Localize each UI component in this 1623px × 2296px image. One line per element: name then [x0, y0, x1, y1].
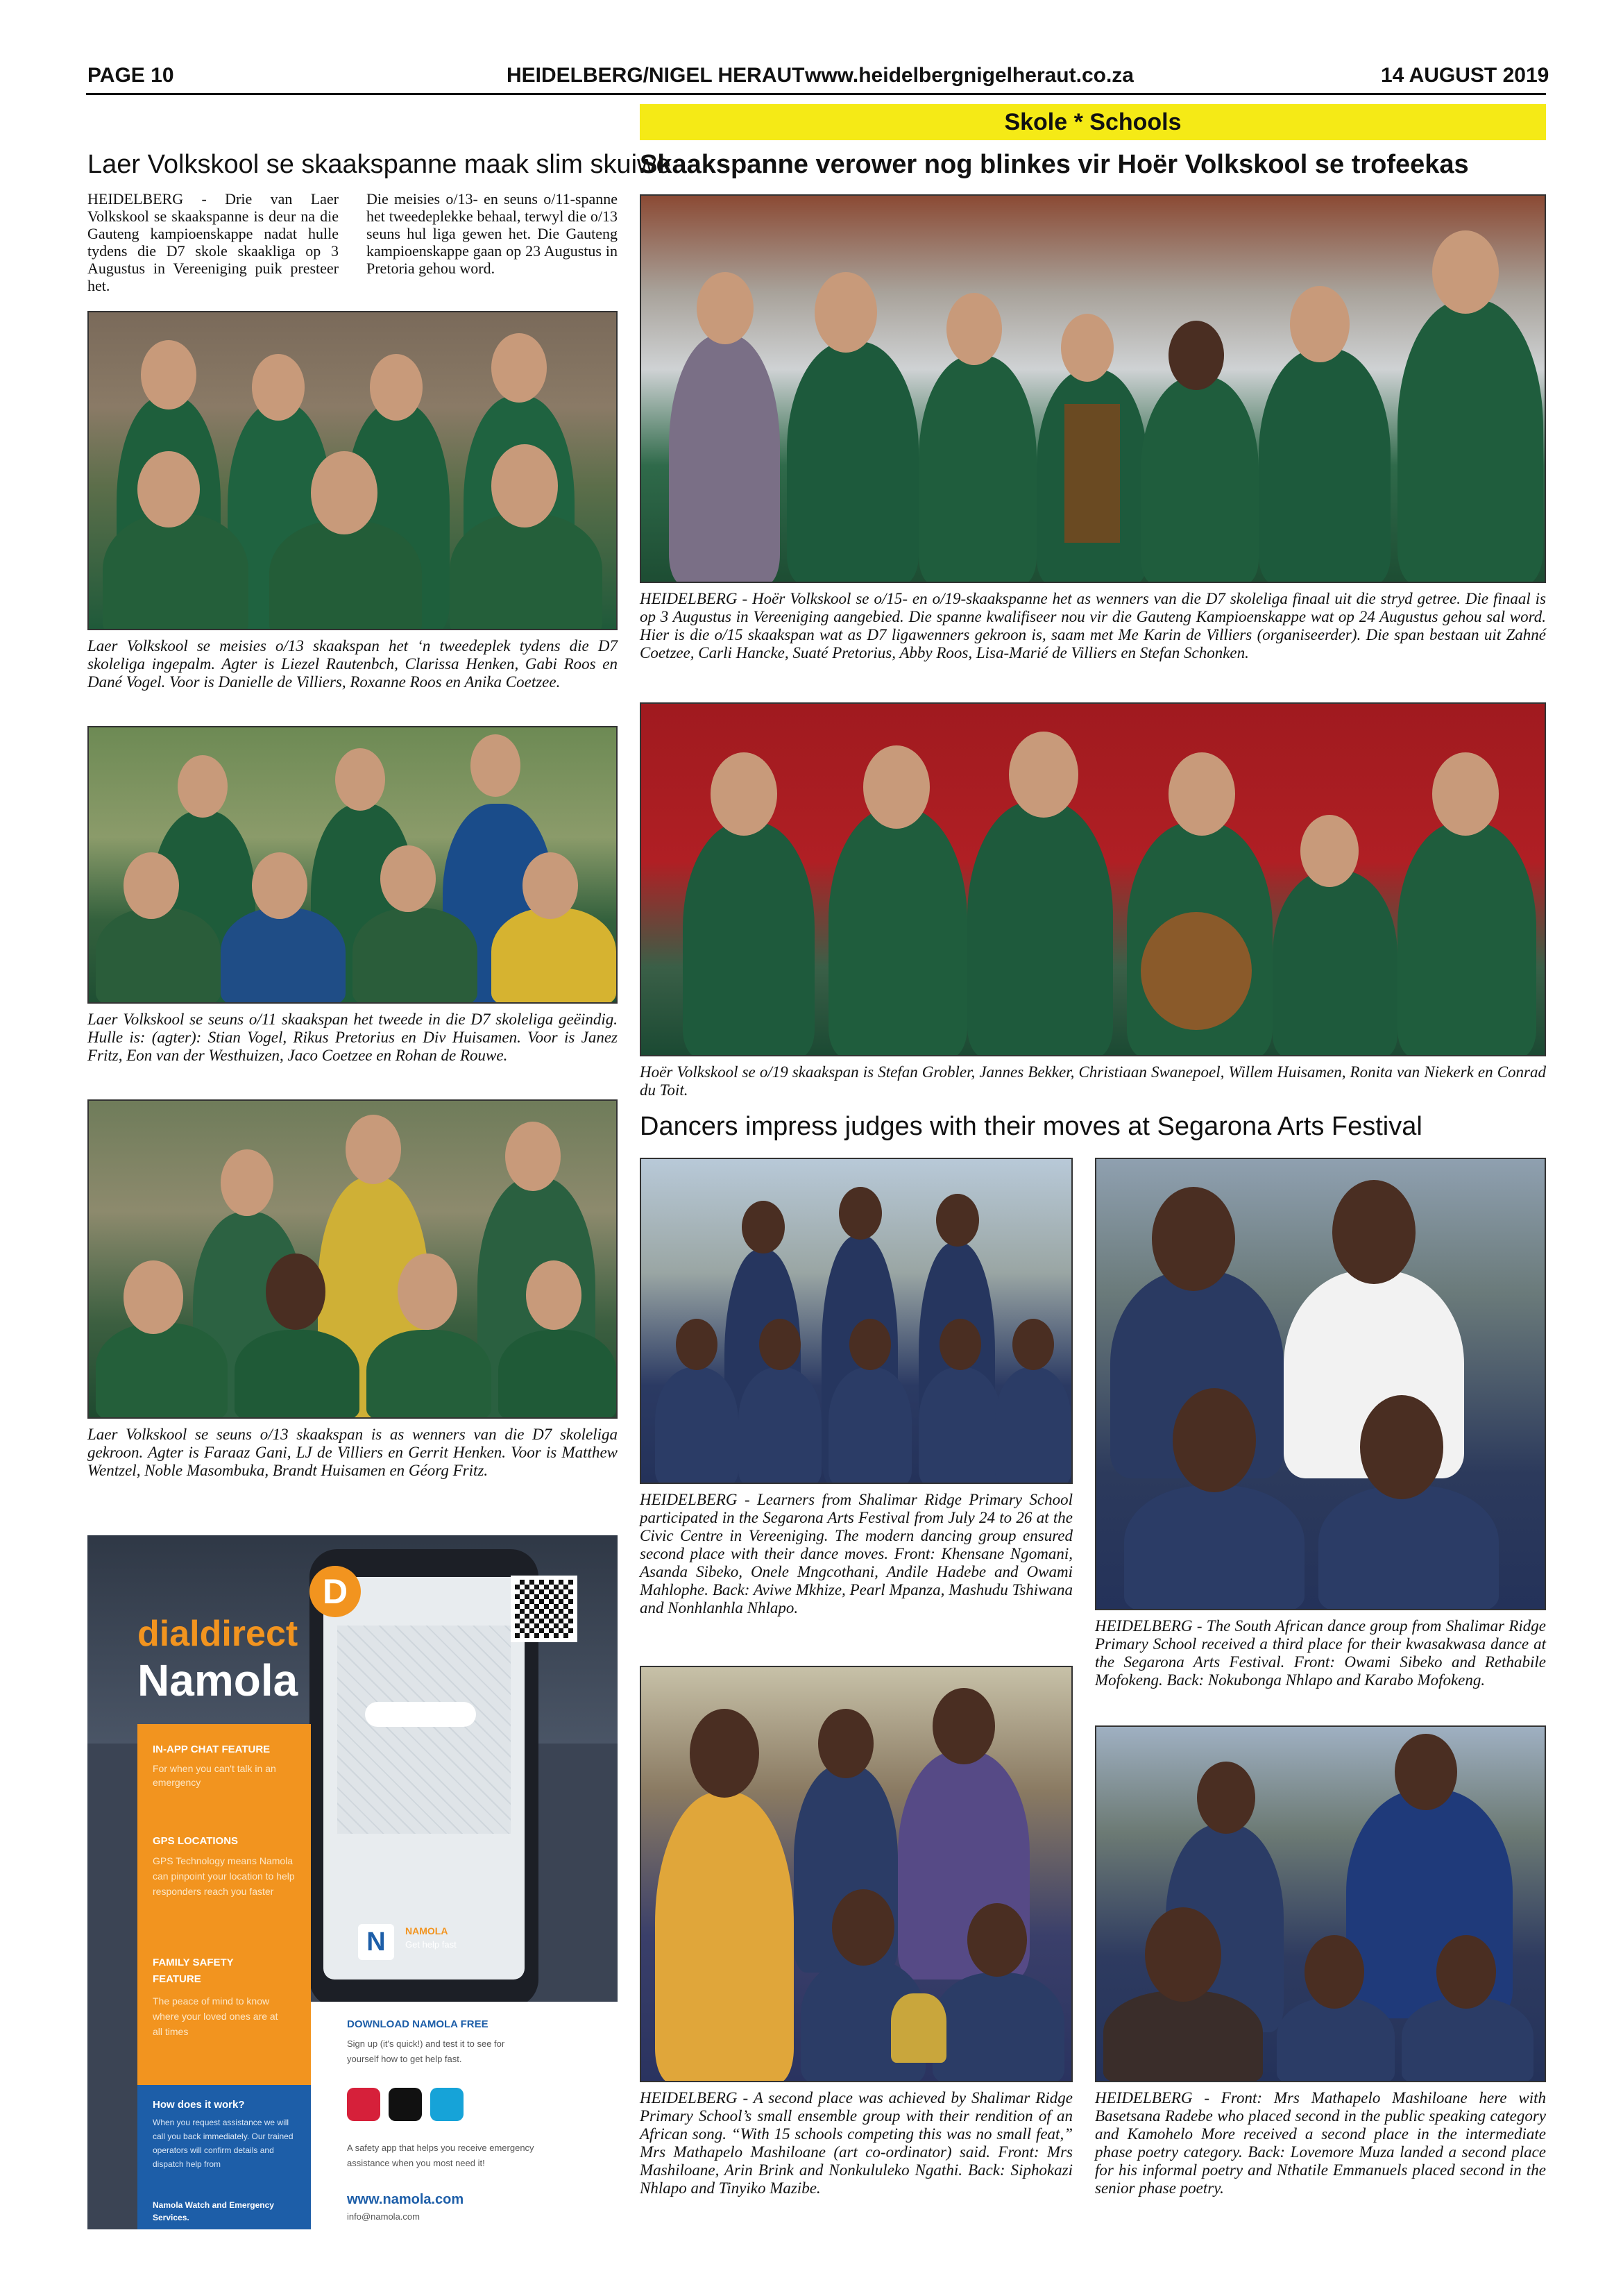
- caption-modern-dance: HEIDELBERG - Learners from Shalimar Ridge Primary School participated in the Segarona Arts Festival from July 24 to 26 at the Civic Centre in Vereeniging. The modern dancing group ensured second place with their dance moves. Front: Khensane Ngomani, Asanda Sibeko, Onele Mngcothani, Andile Hadebe and Owami Mahlophe. Back: Aviwe Mkhize, Pearl Mpanza, Mashudu Tshiwana and Nonhlanhla Nhlapo.: [640, 1491, 1073, 1617]
- newspaper-url[interactable]: www.heidelbergnigelheraut.co.za: [805, 64, 1134, 87]
- app-tagline: Get help fast: [405, 1939, 457, 1950]
- how-it-works-title: How does it work?: [153, 2099, 245, 2111]
- header-rule: [86, 93, 1546, 95]
- namola-website[interactable]: www.namola.com: [347, 2192, 464, 2207]
- feature-gps-text: GPS Technology means Namola can pinpoint your location to help responders reach you faster: [153, 1855, 295, 1897]
- namola-brand: Namola: [137, 1655, 298, 1705]
- caption-boys-u13: Laer Volkskool se seuns o/13 skaakspan is as wenners van die D7 skoleliga gekroon. Agter is Faraaz Gani, LJ de Villiers en Gerrit Henken. Voor is Matthew Wentzel, Noble Masombuka, Brandt Huisamen en Géorg Fritz.: [87, 1426, 618, 1479]
- photo-kwasakwasa-dance: [1095, 1158, 1546, 1610]
- photo-boys-u11: [87, 726, 618, 1004]
- app-name: NAMOLA: [405, 1925, 448, 1936]
- huawei-store-icon[interactable]: [347, 2088, 380, 2121]
- photo-girls-u13: [87, 311, 618, 630]
- namola-advert[interactable]: [87, 1535, 618, 2229]
- caption-girls-u13: Laer Volkskool se meisies o/13 skaakspan het ‘n tweedeplek tydens die D7 skoleliga ingepalm. Agter is Liezel Rautenbch, Clarissa Henken, Gabi Roos en Dané Vogel. Voor is Danielle de Villiers, Roxanne Roos en Anika Coetzee.: [87, 637, 618, 691]
- caption-u19-team: Hoër Volkskool se o/19 skaakspan is Stefan Grobler, Jannes Bekker, Christiaan Swanepoel, Willem Huisamen, Ronita van Niekerk en Conrad du Toit.: [640, 1063, 1546, 1099]
- photo-modern-dance: [640, 1158, 1073, 1484]
- photo-ensemble-group: [640, 1666, 1073, 2082]
- newspaper-name: HEIDELBERG/NIGEL HERAUT: [507, 64, 805, 87]
- how-it-works-text: When you request assistance we will call you back immediately. Our trained operators will confirm details and dispatch help from: [153, 2118, 294, 2169]
- feature-family-text: The peace of mind to know where your loved ones are at all times: [153, 1995, 278, 2037]
- issue-date: 14 AUGUST 2019: [1381, 64, 1549, 87]
- right-headline: Skaakspanne verower nog blinkes vir Hoër Volkskool se trofeekas: [640, 150, 1469, 179]
- left-body-col2: Die meisies o/13- en seuns o/11-spanne het tweedeplekke behaal, terwyl die o/13 seuns hul liga gewen het. Die Gauteng kampioenskappe gaan op 23 Augustus in Pretoria gehou word.: [366, 190, 618, 277]
- caption-kwasakwasa-dance: HEIDELBERG - The South African dance group from Shalimar Ridge Primary School received a third place for their kwasakwasa dance at the Segarona Arts Festival. Front: Owami Sibeko and Rethabile Mofokeng. Back: Nokubonga Nhlapo and Karabo Mofokeng.: [1095, 1617, 1546, 1689]
- safety-app-text: A safety app that helps you receive emergency assistance when you most need it!: [347, 2143, 534, 2168]
- qr-code-icon[interactable]: [511, 1576, 577, 1642]
- left-headline: Laer Volkskool se skaakspanne maak slim skuiwe: [87, 150, 671, 179]
- left-body-col1: HEIDELBERG - Drie van Laer Volkskool se skaakspanne is deur na die Gauteng kampioenskappe nadat hulle tydens die D7 skole skaakliga op 3 Augustus in Vereeniging puik presteer het.: [87, 190, 339, 294]
- feature-family-title: FAMILY SAFETY FEATURE: [153, 1957, 234, 1985]
- photo-poetry-winners: [1095, 1725, 1546, 2082]
- download-title: DOWNLOAD NAMOLA FREE: [347, 2018, 488, 2030]
- feature-chat-title: IN-APP CHAT FEATURE: [153, 1744, 271, 1755]
- how-it-works-services: Namola Watch and Emergency Services.: [153, 2200, 274, 2222]
- namola-email[interactable]: info@namola.com: [347, 2211, 420, 2222]
- dialdirect-logo-icon: D: [309, 1566, 361, 1617]
- photo-u15-team: [640, 194, 1546, 583]
- page-number: PAGE 10: [87, 64, 174, 87]
- google-play-icon[interactable]: [389, 2088, 422, 2121]
- caption-ensemble-group: HEIDELBERG - A second place was achieved by Shalimar Ridge Primary School’s small ensemble group with their rendition of an African song. “With 15 schools competing this was no small feat,” Mrs Mathapelo Mashiloane (art co-ordinator) said. Front: Mrs Mashiloane, Arin Brink and Nonkululeko Ngathi. Back: Siphokazi Nhlapo and Tinyiko Mazibe.: [640, 2089, 1073, 2197]
- dialdirect-brand: dialdirect: [137, 1614, 298, 1654]
- section-banner: Skole * Schools: [640, 104, 1546, 140]
- download-text: Sign up (it's quick!) and test it to see for yourself how to get help fast.: [347, 2038, 505, 2064]
- photo-boys-u13: [87, 1099, 618, 1419]
- caption-boys-u11: Laer Volkskool se seuns o/11 skaakspan het tweede in die D7 skoleliga geëindig. Hulle is: (agter): Stian Vogel, Rikus Pretorius en Div Huisamen. Voor is Janez Fritz, Eon van der Westhuizen, Jaco Coetzee en Rohan de Rouwe.: [87, 1011, 618, 1064]
- photo-u19-team: [640, 702, 1546, 1056]
- feature-chat-text: For when you can't talk in an emergency: [153, 1763, 276, 1788]
- caption-u15-team: HEIDELBERG - Hoër Volkskool se o/15- en o/19-skaakspanne het as wenners van die D7 skoleliga finaal uit die stryd getree. Die finaal is op 3 Augustus in Vereeniging aangebied. Die spanne kwalifiseer nou vir die Gauteng Kampioenskappe wat op 24 Augustus gehou sal word. Hier is die o/15 skaakspan wat as D7 ligawenners gekroon is, saam met Me Karin de Villiers (organiseerder). Die span bestaan uit Zahné Coetzee, Carli Hancke, Suaté Pretorius, Abby Roos, Lisa-Marié de Villiers en Stefan Schonken.: [640, 590, 1546, 661]
- feature-gps-title: GPS LOCATIONS: [153, 1835, 239, 1847]
- app-store-icon[interactable]: [430, 2088, 464, 2121]
- namola-app-icon[interactable]: N: [358, 1924, 394, 1960]
- caption-poetry-winners: HEIDELBERG - Front: Mrs Mathapelo Mashiloane here with Basetsana Radebe who placed second in the public speaking category and Kamohelo More received a second place in the intermediate phase poetry category. Back: Lovemore Muza landed a second place for his informal poetry and Nthatile Emmanuels placed second in the senior phase poetry.: [1095, 2089, 1546, 2197]
- dance-headline: Dancers impress judges with their moves at Segarona Arts Festival: [640, 1112, 1422, 1141]
